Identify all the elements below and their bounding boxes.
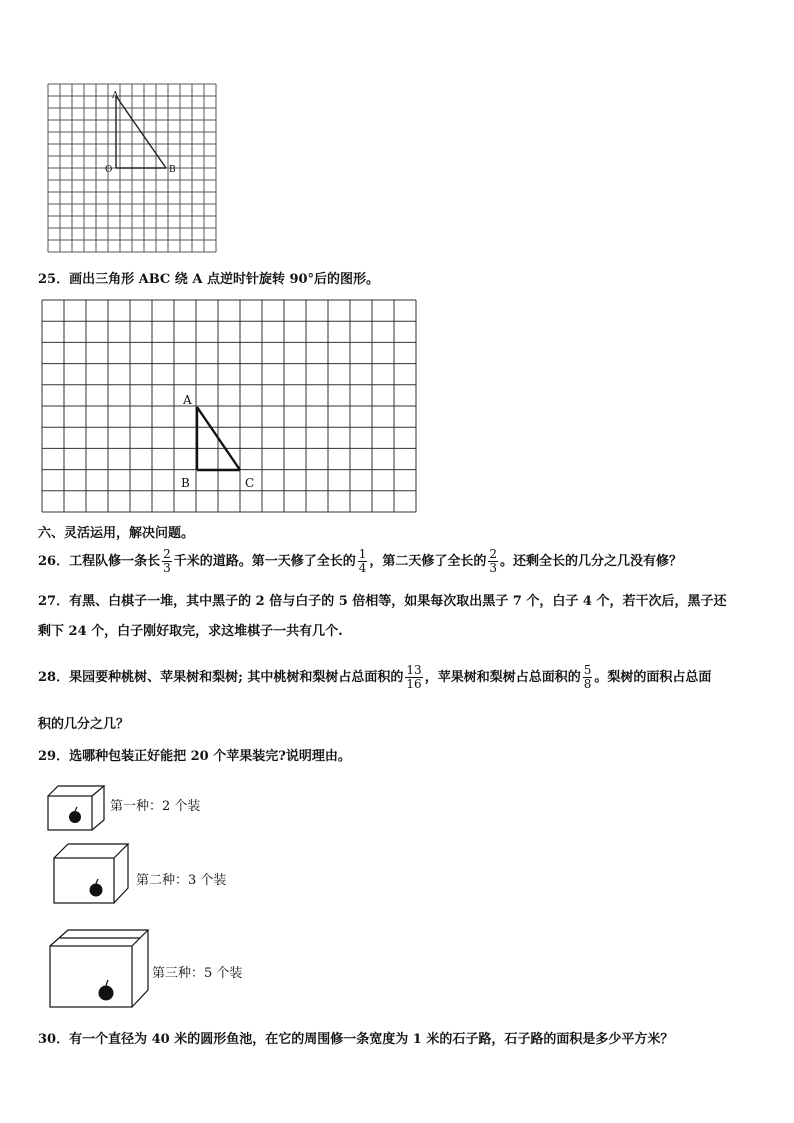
package-1-label: 第一种：2 个装 <box>110 799 201 814</box>
label-b: B <box>169 165 176 175</box>
question-27-line-2: 剩下 24 个，白子刚好取完，求这堆棋子一共有几个. <box>38 624 343 639</box>
section-6-title: 六、灵活运用，解决问题。 <box>38 526 195 541</box>
box-medium-icon <box>52 842 132 906</box>
grid-figure-2 <box>40 298 420 518</box>
apple-icon <box>90 879 103 897</box>
label-a: A <box>112 91 119 101</box>
question-28: 28．果园要种桃树、苹果树和梨树; 其中桃树和梨树占总面积的 $\frac{13}{16}$ ，苹果树和梨树占总面积的 $\frac{5}{8}$ 。梨树的面积占总面 <box>38 663 712 691</box>
label-c: C <box>245 476 255 490</box>
grid-figure-1 <box>46 82 218 256</box>
label-o: O <box>105 165 113 175</box>
package-3-label: 第三种：5 个装 <box>152 966 243 981</box>
question-27-line-1: 27．有黑、白棋子一堆，其中黑子的 2 倍与白子的 5 倍相等，如果每次取出黑子 7 个，白子 4 个，若干次后，黑子还 <box>38 594 727 609</box>
fraction: $\frac{2}{3}$ <box>489 547 498 575</box>
box-small-icon <box>46 784 108 834</box>
question-26: 26．工程队修一条长 $\frac{2}{3}$ 千米的道路。第一天修了全长的 $\frac{1}{4}$ ，第二天修了全长的 $\frac{2}{3}$ 。还剩全长的几分之几没有修？ <box>38 547 683 575</box>
fraction: $\frac{5}{8}$ <box>583 663 592 691</box>
fraction: $\frac{13}{16}$ <box>406 663 422 691</box>
box-large-icon <box>48 928 152 1010</box>
package-2-label: 第二种：3 个装 <box>136 873 227 888</box>
question-30: 30．有一个直径为 40 米的圆形鱼池，在它的周围修一条宽度为 1 米的石子路，石子路的面积是多少平方米？ <box>38 1032 674 1047</box>
apple-icon <box>99 980 114 1001</box>
question-25: 25．画出三角形 ABC 绕 A 点逆时针旋转 90°后的图形。 <box>38 272 380 287</box>
fraction: $\frac{1}{4}$ <box>358 547 367 575</box>
fraction: $\frac{2}{3}$ <box>163 547 171 575</box>
apple-icon <box>69 807 81 823</box>
label-b: B <box>181 476 190 490</box>
label-a: A <box>183 393 192 407</box>
question-29: 29．选哪种包装正好能把 20 个苹果装完?说明理由。 <box>38 749 351 764</box>
question-28-line-2: 积的几分之几？ <box>38 717 130 732</box>
